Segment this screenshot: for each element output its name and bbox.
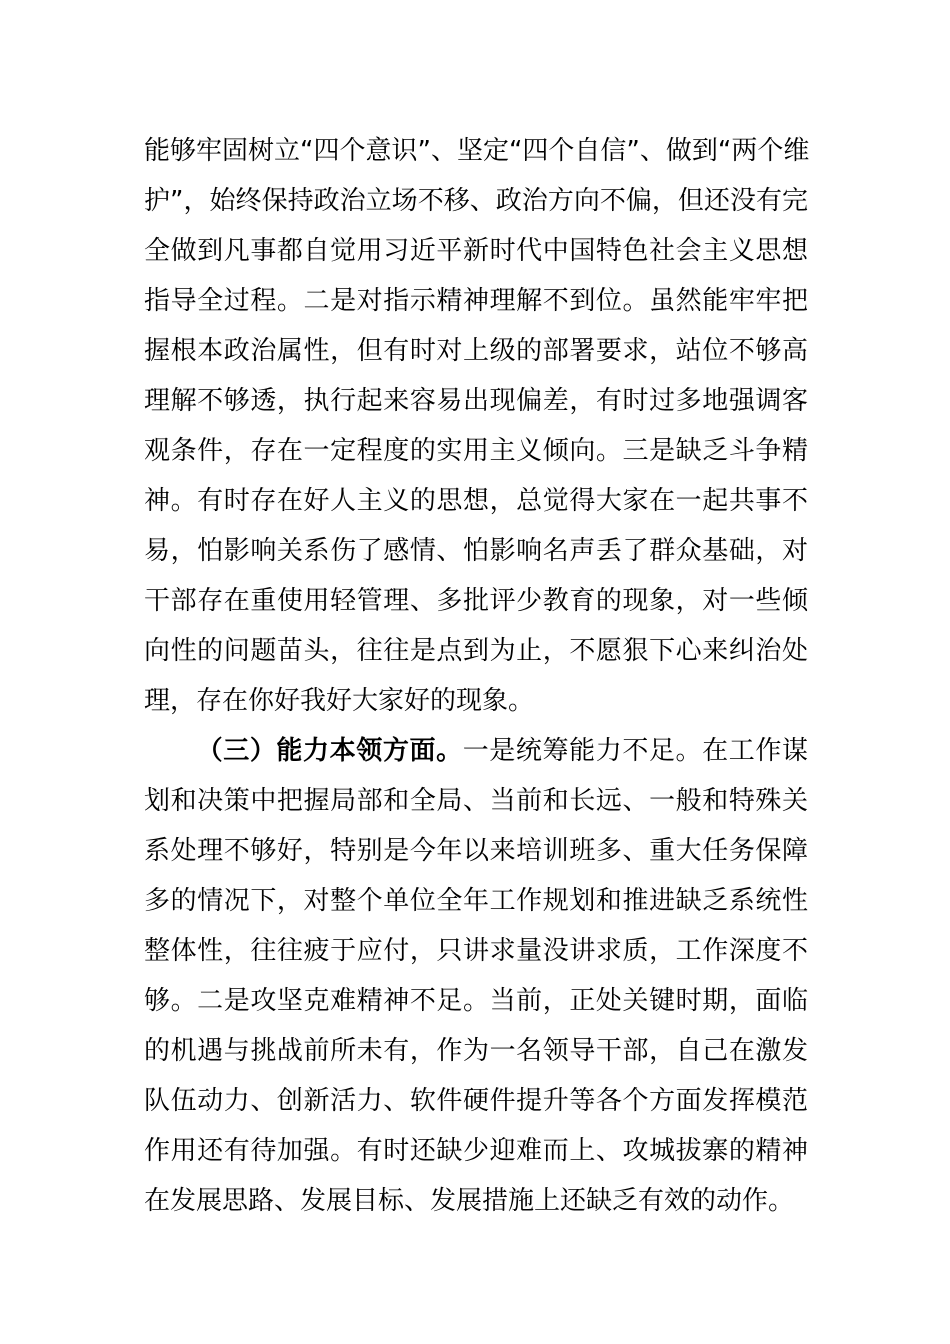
text-line: 指导全过程。二是对指示精神理解不到位。虽然能牢牢把 [144, 286, 808, 316]
text-line: 理解不够透，执行起来容易出现偏差，有时过多地强调客 [144, 386, 808, 416]
document-body [144, 126, 808, 1226]
text-line: 干部存在重使用轻管理、多批评少教育的现象，对一些倾 [144, 586, 808, 616]
text-line: 观条件，存在一定程度的实用主义倾向。三是缺乏斗争精 [144, 436, 808, 466]
text-line: 护”，始终保持政治立场不移、政治方向不偏，但还没有完 [144, 186, 808, 216]
text-line: 神。有时存在好人主义的思想，总觉得大家在一起共事不 [144, 486, 808, 516]
text-line: 系处理不够好，特别是今年以来培训班多、重大任务保障 [144, 836, 808, 866]
text-line-with-heading [144, 726, 808, 776]
text-line: 全做到凡事都自觉用习近平新时代中国特色社会主义思想 [144, 236, 808, 266]
text-line: 的机遇与挑战前所未有，作为一名领导干部，自己在激发 [144, 1036, 808, 1066]
text-line: 能够牢固树立“四个意识”、坚定“四个自信”、做到“两个维 [144, 136, 810, 166]
text-line: 队伍动力、创新活力、软件硬件提升等各个方面发挥模范 [144, 1086, 808, 1116]
paragraph-political-stance [144, 126, 808, 726]
text-line: 作用还有待加强。有时还缺少迎难而上、攻城拔寨的精神 [144, 1136, 808, 1166]
text-line: 整体性，往往疲于应付，只讲求量没讲求质，工作深度不 [144, 936, 808, 966]
text-line: 够。二是攻坚克难精神不足。当前，正处关键时期，面临 [144, 986, 808, 1016]
text-line: 理，存在你好我好大家好的现象。 [144, 686, 535, 716]
section-heading: （三）能力本领方面。 [196, 736, 463, 766]
text-line: 易，怕影响关系伤了感情、怕影响名声丢了群众基础，对 [144, 536, 808, 566]
text-line: 握根本政治属性，但有时对上级的部署要求，站位不够高 [144, 336, 808, 366]
text-line: 向性的问题苗头，往往是点到为止，不愿狠下心来纠治处 [144, 636, 808, 666]
text-line: 在发展思路、发展目标、发展措施上还缺乏有效的动作。 [144, 1186, 795, 1216]
heading-line-text: 一是统筹能力不足。在工作谋 [462, 736, 808, 766]
text-line: 多的情况下，对整个单位全年工作规划和推进缺乏系统性 [144, 886, 808, 916]
text-line: 划和决策中把握局部和全局、当前和长远、一般和特殊关 [144, 786, 808, 816]
paragraph-ability-section [144, 726, 808, 1226]
